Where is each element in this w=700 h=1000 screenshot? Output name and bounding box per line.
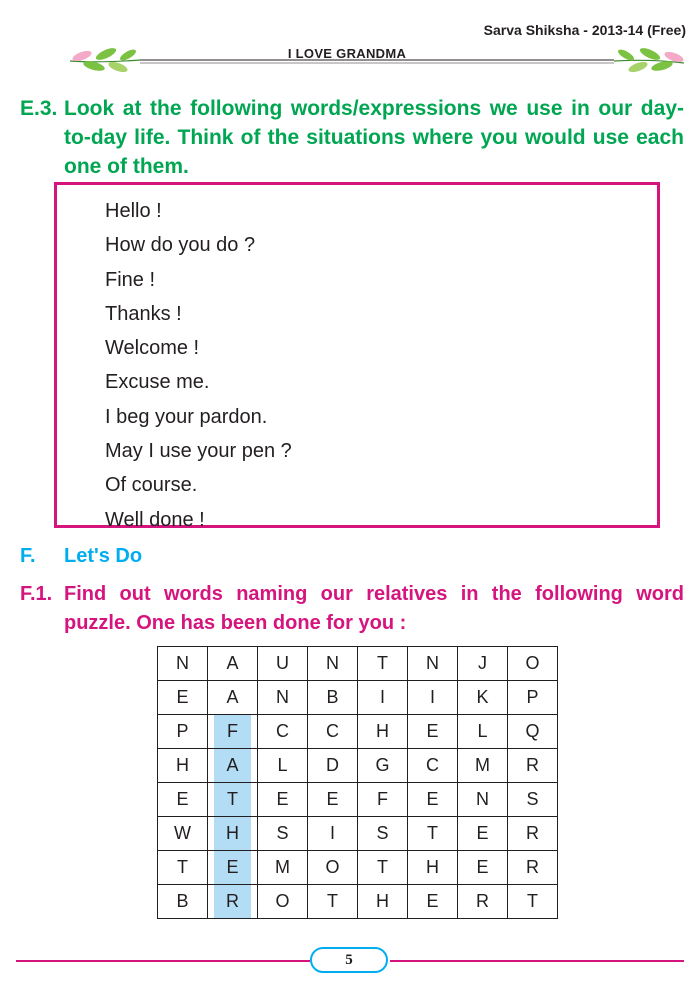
puzzle-cell: E xyxy=(408,783,458,817)
puzzle-cell: O xyxy=(258,885,308,919)
puzzle-cell: K xyxy=(458,681,508,715)
puzzle-cell: R xyxy=(458,885,508,919)
footer-line-left xyxy=(16,960,310,962)
question-e3-instruction: Look at the following words/expressions we use in our day-to-day life. Think of the situations where you would use each one of them. xyxy=(64,97,684,178)
section-f-title: Let's Do xyxy=(64,545,143,567)
puzzle-cell: T xyxy=(508,885,558,919)
puzzle-cell: B xyxy=(158,885,208,919)
puzzle-cell: I xyxy=(308,817,358,851)
question-e3 xyxy=(20,94,684,181)
page-footer xyxy=(16,945,684,979)
puzzle-cell: E xyxy=(458,851,508,885)
puzzle-cell: J xyxy=(458,647,508,681)
puzzle-cell: T xyxy=(358,647,408,681)
puzzle-letter: R xyxy=(226,891,239,911)
puzzle-cell: D xyxy=(308,749,358,783)
puzzle-cell: L xyxy=(258,749,308,783)
chapter-title: I LOVE GRANDMA xyxy=(287,46,407,61)
puzzle-letter: A xyxy=(226,755,239,775)
expression-item: Fine ! xyxy=(105,268,156,291)
puzzle-cell: E xyxy=(158,783,208,817)
question-f1-number: F.1. xyxy=(20,583,53,605)
puzzle-row xyxy=(158,783,558,817)
puzzle-cell: S xyxy=(358,817,408,851)
question-f1-instruction: Find out words naming our relatives in the following word puzzle. One has been done for you : xyxy=(64,583,684,634)
puzzle-cell: H xyxy=(358,885,408,919)
puzzle-cell: E xyxy=(308,783,358,817)
puzzle-cell: R xyxy=(508,817,558,851)
puzzle-cell: A xyxy=(208,647,258,681)
expression-item: How do you do ? xyxy=(105,234,256,257)
puzzle-letter: F xyxy=(227,721,238,741)
puzzle-row xyxy=(158,749,558,783)
puzzle-cell: N xyxy=(258,681,308,715)
puzzle-cell: A xyxy=(208,681,258,715)
puzzle-cell: S xyxy=(508,783,558,817)
puzzle-cell: O xyxy=(308,851,358,885)
question-f1 xyxy=(20,580,684,638)
word-puzzle-grid xyxy=(157,646,558,919)
puzzle-cell: C xyxy=(408,749,458,783)
puzzle-cell xyxy=(208,715,258,749)
expression-item: Well done ! xyxy=(105,508,205,531)
puzzle-cell: M xyxy=(258,851,308,885)
expression-item: Of course. xyxy=(105,474,198,497)
puzzle-cell: E xyxy=(458,817,508,851)
puzzle-cell: W xyxy=(158,817,208,851)
puzzle-cell xyxy=(208,817,258,851)
puzzle-cell: C xyxy=(308,715,358,749)
puzzle-cell: M xyxy=(458,749,508,783)
puzzle-cell: Q xyxy=(508,715,558,749)
puzzle-cell: F xyxy=(358,783,408,817)
puzzle-cell: T xyxy=(158,851,208,885)
puzzle-cell: N xyxy=(458,783,508,817)
puzzle-cell xyxy=(208,885,258,919)
puzzle-letter: E xyxy=(226,857,239,877)
puzzle-cell: B xyxy=(308,681,358,715)
puzzle-cell: R xyxy=(508,851,558,885)
section-f-letter: F. xyxy=(20,545,36,567)
puzzle-cell: E xyxy=(408,885,458,919)
puzzle-cell: N xyxy=(158,647,208,681)
puzzle-cell: T xyxy=(308,885,358,919)
puzzle-cell: S xyxy=(258,817,308,851)
puzzle-cell: R xyxy=(508,749,558,783)
puzzle-cell: H xyxy=(358,715,408,749)
puzzle-cell: O xyxy=(508,647,558,681)
puzzle-cell: C xyxy=(258,715,308,749)
puzzle-row xyxy=(158,647,558,681)
expression-item: May I use your pen ? xyxy=(105,440,292,463)
puzzle-cell: E xyxy=(408,715,458,749)
puzzle-row xyxy=(158,851,558,885)
puzzle-cell: U xyxy=(258,647,308,681)
puzzle-cell: N xyxy=(408,647,458,681)
puzzle-row xyxy=(158,715,558,749)
puzzle-cell: L xyxy=(458,715,508,749)
expression-item: Welcome ! xyxy=(105,337,200,360)
puzzle-cell: H xyxy=(408,851,458,885)
page-number: 5 xyxy=(310,947,388,973)
puzzle-cell xyxy=(208,851,258,885)
puzzle-cell: T xyxy=(408,817,458,851)
question-e3-number: E.3. xyxy=(20,97,58,120)
puzzle-letter: H xyxy=(226,823,239,843)
expression-item: Thanks ! xyxy=(105,302,182,325)
puzzle-cell xyxy=(208,783,258,817)
puzzle-row xyxy=(158,817,558,851)
puzzle-cell: G xyxy=(358,749,408,783)
puzzle-cell: N xyxy=(308,647,358,681)
expression-item: Hello ! xyxy=(105,200,162,222)
puzzle-cell: I xyxy=(358,681,408,715)
puzzle-row xyxy=(158,681,558,715)
puzzle-cell: H xyxy=(158,749,208,783)
footer-line-right xyxy=(390,960,684,962)
puzzle-cell: E xyxy=(158,681,208,715)
puzzle-cell: P xyxy=(158,715,208,749)
puzzle-cell: I xyxy=(408,681,458,715)
puzzle-cell xyxy=(208,749,258,783)
expressions-list xyxy=(105,197,292,540)
expressions-box xyxy=(54,182,660,531)
puzzle-letter: T xyxy=(227,789,238,809)
puzzle-row xyxy=(158,885,558,919)
puzzle-cell: P xyxy=(508,681,558,715)
expression-item: Excuse me. xyxy=(105,371,210,394)
puzzle-cell: T xyxy=(358,851,408,885)
header-series: Sarva Shiksha - 2013-14 (Free) xyxy=(483,22,686,38)
puzzle-cell: E xyxy=(258,783,308,817)
expression-item: I beg your pardon. xyxy=(105,405,268,428)
